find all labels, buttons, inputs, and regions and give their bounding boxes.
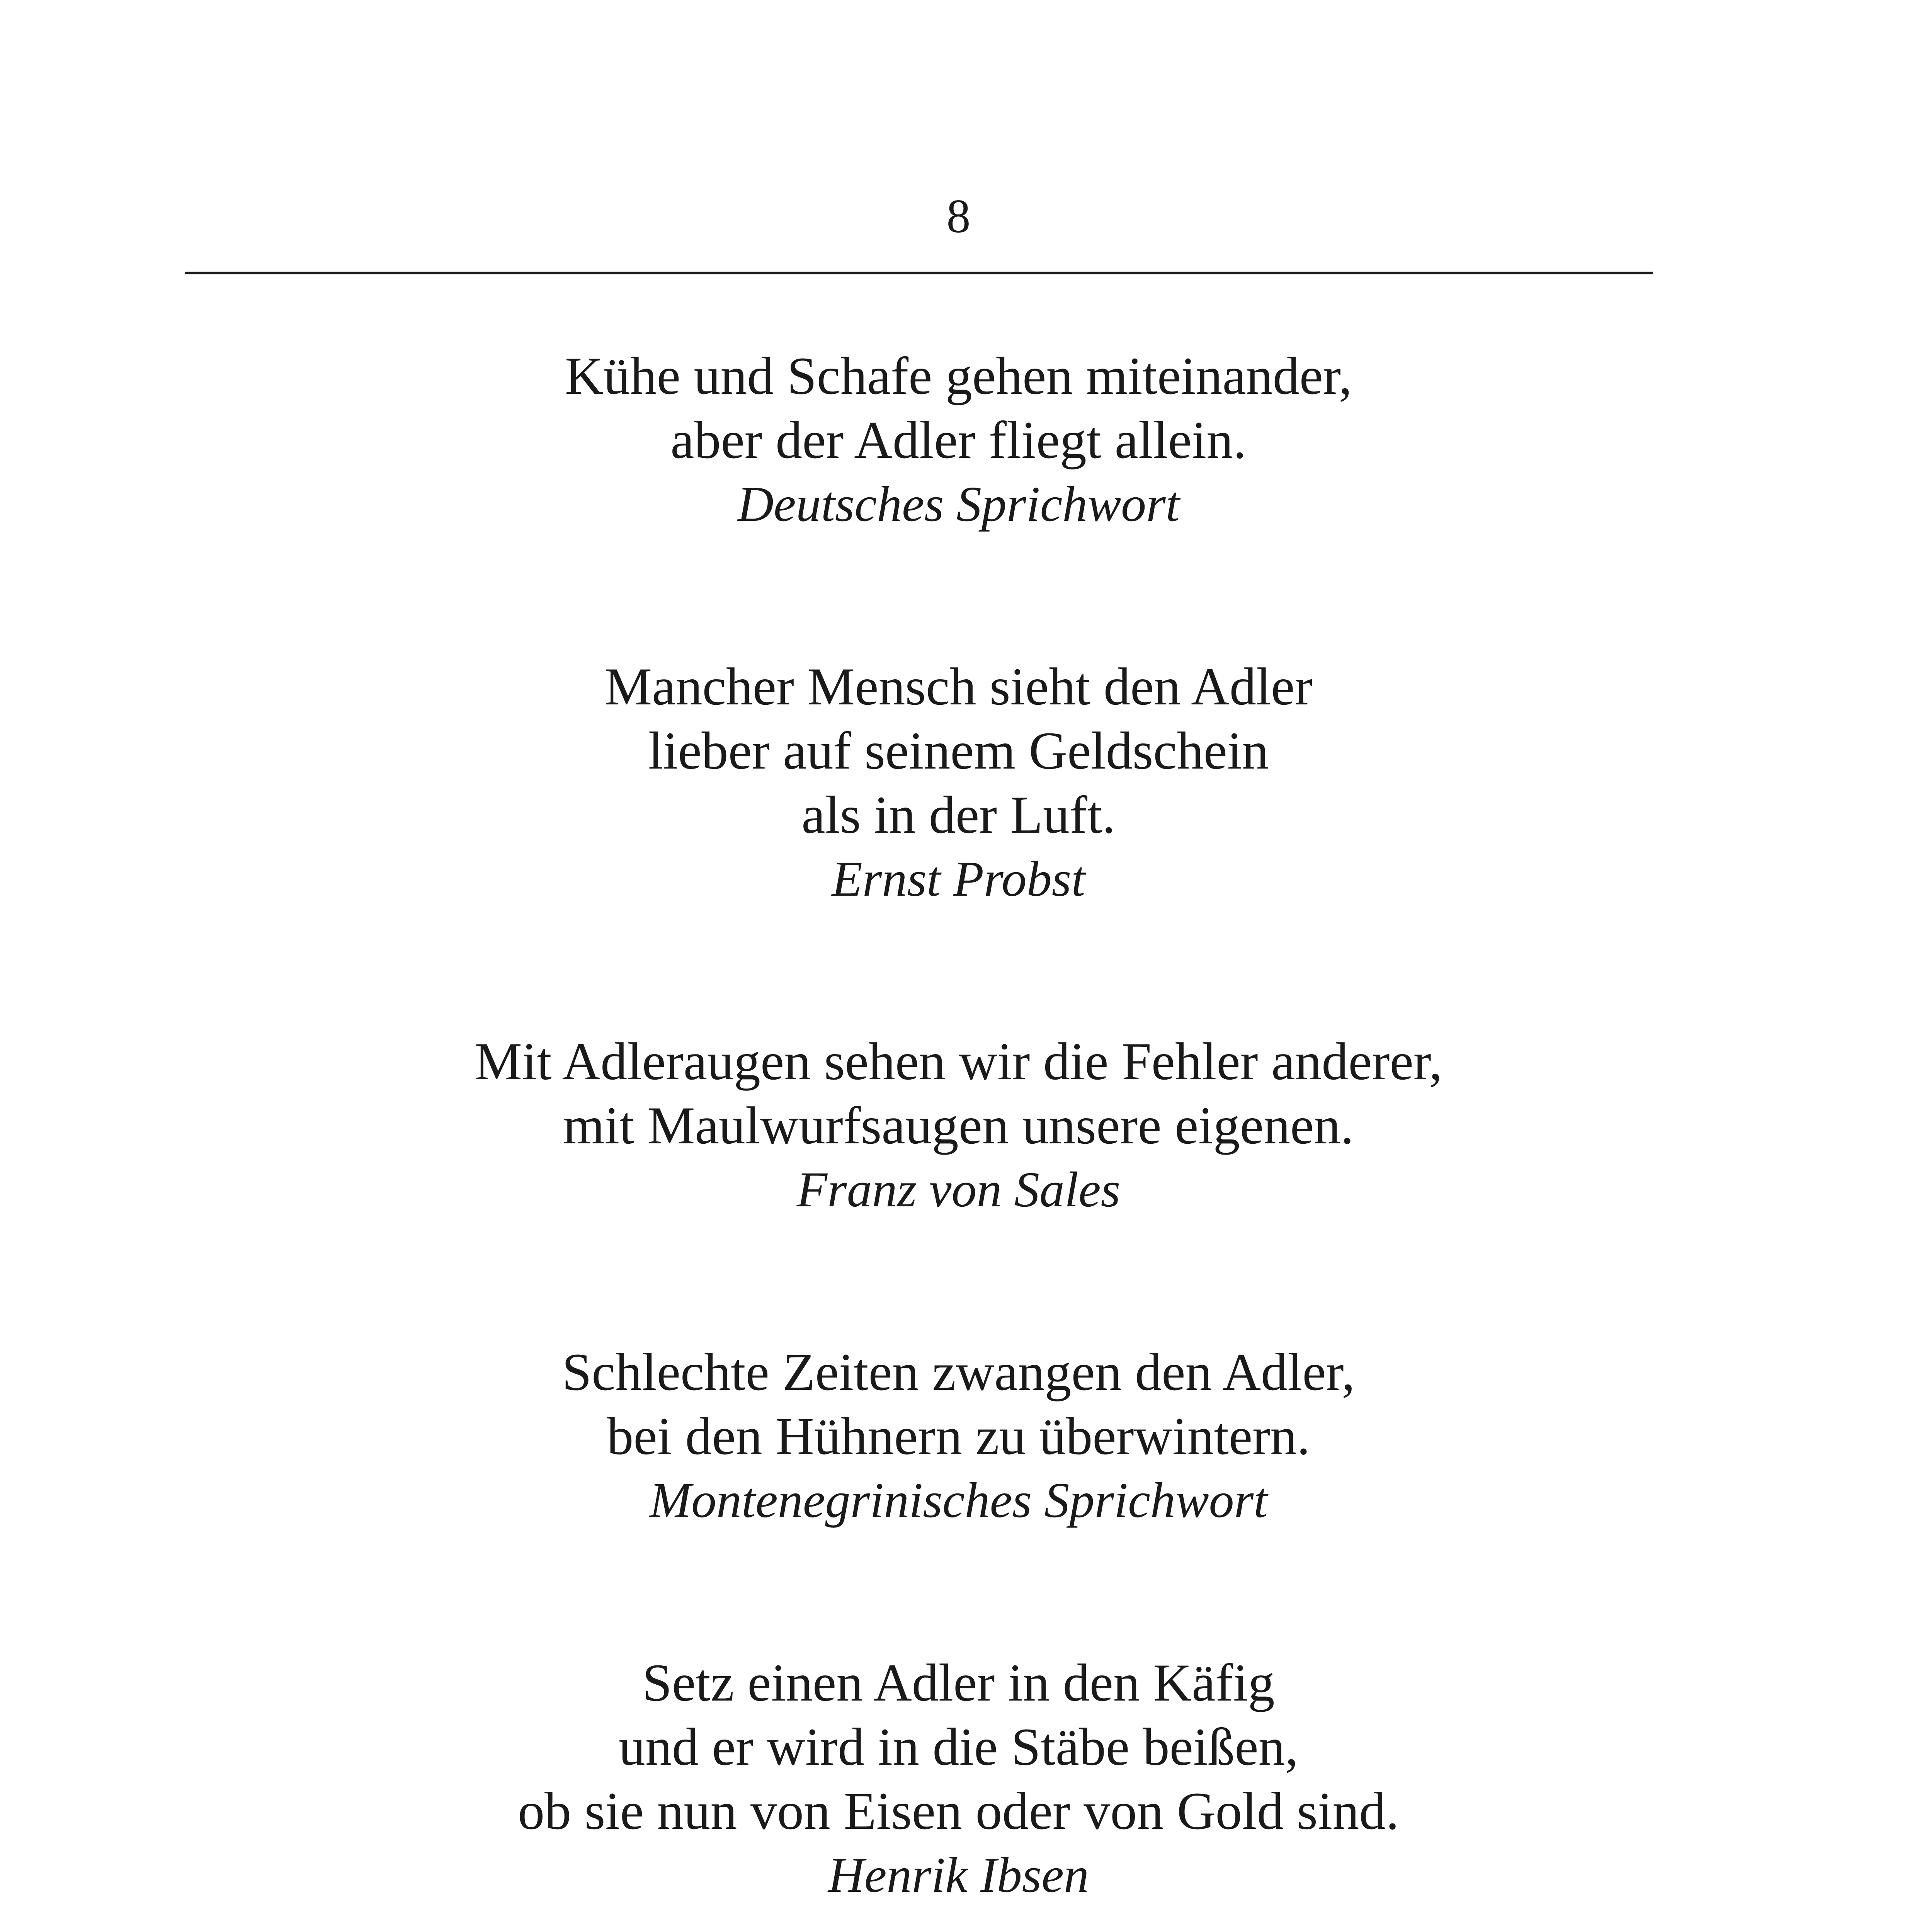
quote-author: Montenegrinisches Sprichwort bbox=[649, 1473, 1268, 1528]
quote-block bbox=[0, 1340, 1917, 1532]
quote-author: Ernst Probst bbox=[832, 851, 1085, 907]
quote-block bbox=[0, 344, 1917, 536]
quote-line: und er wird in die Stäbe beißen, bbox=[618, 1717, 1299, 1776]
quote-block bbox=[0, 655, 1917, 911]
quote-line: bei den Hühnern zu überwintern. bbox=[607, 1406, 1310, 1466]
quote-block bbox=[0, 1651, 1917, 1907]
quote-author: Henrik Ibsen bbox=[828, 1847, 1089, 1903]
quote-line: ob sie nun von Eisen oder von Gold sind. bbox=[518, 1781, 1399, 1840]
quote-line: mit Maulwurfsaugen unsere eigenen. bbox=[563, 1096, 1354, 1155]
quote-block bbox=[0, 1029, 1917, 1222]
quote-author: Deutsches Sprichwort bbox=[737, 476, 1180, 532]
quote-line: Setz einen Adler in den Käfig bbox=[642, 1653, 1275, 1712]
quote-line: lieber auf seinem Geldschein bbox=[648, 721, 1269, 780]
quote-line: aber der Adler fliegt allein. bbox=[670, 410, 1247, 469]
quote-line: Mit Adleraugen sehen wir die Fehler anderer, bbox=[475, 1032, 1442, 1091]
quote-author: Franz von Sales bbox=[796, 1162, 1121, 1218]
quote-line: Schlechte Zeiten zwangen den Adler, bbox=[562, 1342, 1355, 1401]
header-rule bbox=[185, 272, 1653, 274]
quote-line: Mancher Mensch sieht den Adler bbox=[604, 657, 1313, 716]
quote-line: Kühe und Schafe gehen miteinander, bbox=[565, 346, 1352, 405]
quote-line: als in der Luft. bbox=[801, 785, 1116, 844]
page-number: 8 bbox=[946, 190, 971, 243]
quotes-list bbox=[0, 344, 1917, 1932]
